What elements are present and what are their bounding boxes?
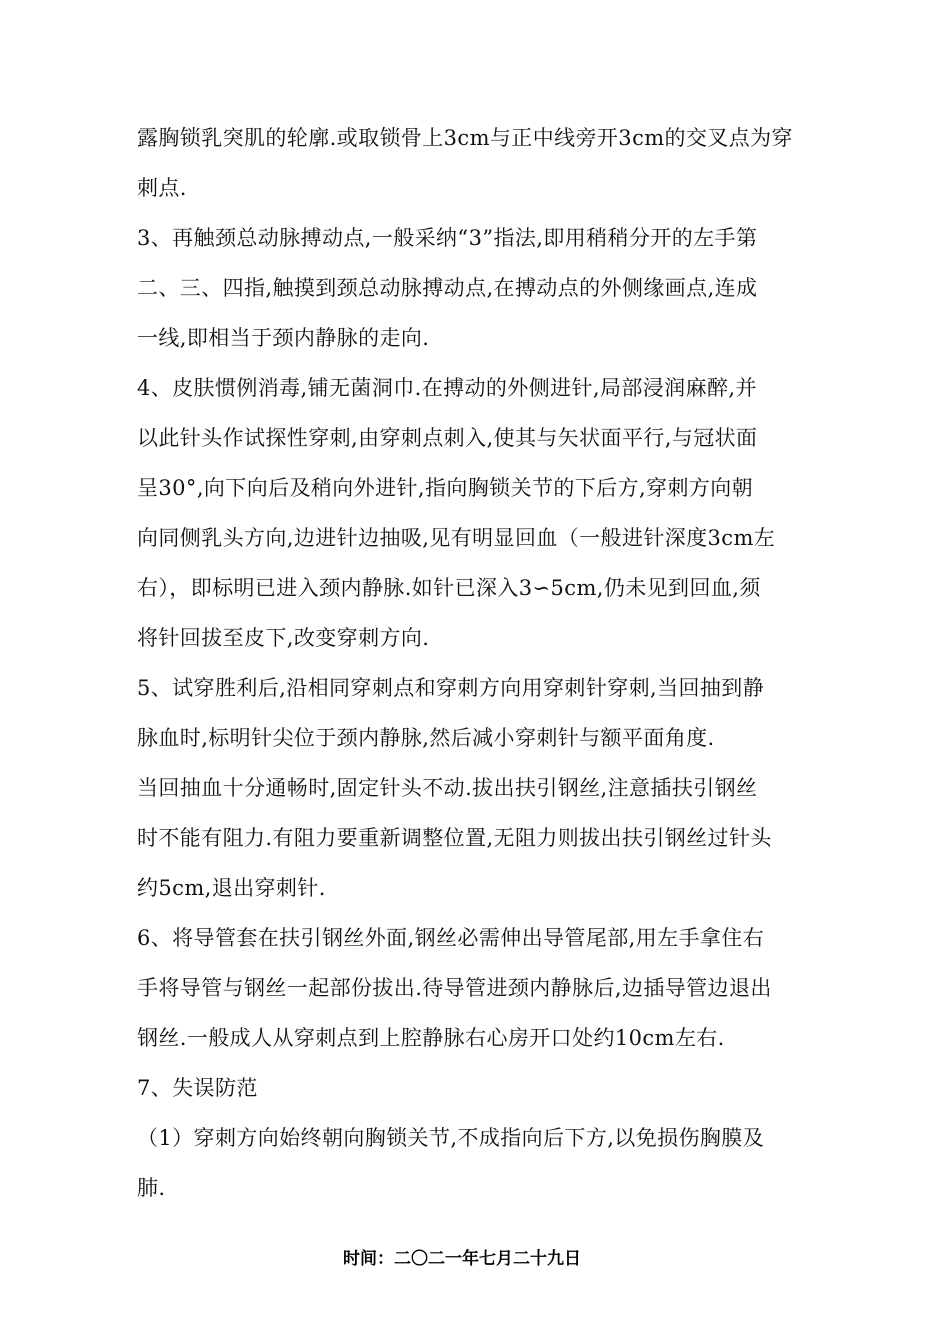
text-line: 露胸锁乳突肌的轮廓.或取锁骨上3cm与正中线旁开3cm的交叉点为穿 [137,126,793,150]
text-line: 呈30°,向下向后及稍向外进针,指向胸锁关节的下后方,穿刺方向朝 [137,476,754,500]
text-line: 向同侧乳头方向,边进针边抽吸,见有明显回血（一般进针深度3cm左 [137,526,776,550]
text-line: 手将导管与钢丝一起部份拔出.待导管进颈内静脉后,边插导管边退出 [137,976,772,1000]
text-line: 约5cm,退出穿刺针. [137,876,326,900]
text-line: 以此针头作试探性穿刺,由穿刺点刺入,使其与矢状面平行,与冠状面 [137,426,758,450]
text-line: 3、再触颈总动脉搏动点,一般采纳“3”指法,即用稍稍分开的左手第 [137,226,758,250]
text-line: 右），即标明已进入颈内静脉.如针已深入3∽5cm,仍未见到回血,须 [137,576,761,600]
footer-date: 时间：二〇二一年七月二十九日 [343,1249,581,1269]
text-line: 5、试穿胜利后,沿相同穿刺点和穿刺方向用穿刺针穿刺,当回抽到静 [137,676,765,700]
text-line: 当回抽血十分通畅时,固定针头不动.拔出扶引钢丝,注意插扶引钢丝 [137,776,758,800]
text-line: 钢丝.一般成人从穿刺点到上腔静脉右心房开口处约10cm左右. [137,1026,725,1050]
text-line: 二、三、四指,触摸到颈总动脉搏动点,在搏动点的外侧缘画点,连成 [137,276,758,300]
text-line: 肺. [137,1176,166,1200]
text-line: （1）穿刺方向始终朝向胸锁关节,不成指向后下方,以免损伤胸膜及 [137,1126,765,1150]
text-line: 时不能有阻力.有阻力要重新调整位置,无阻力则拔出扶引钢丝过针头 [137,826,772,850]
text-line: 6、将导管套在扶引钢丝外面,钢丝必需伸出导管尾部,用左手拿住右 [137,926,765,950]
text-line: 7、失误防范 [137,1076,258,1100]
text-line: 将针回拔至皮下,改变穿刺方向. [137,626,430,650]
text-line: 脉血时,标明针尖位于颈内静脉,然后减小穿刺针与额平面角度. [137,726,715,750]
text-line: 4、皮肤惯例消毒,铺无菌洞巾.在搏动的外侧进针,局部浸润麻醉,并 [137,376,757,400]
text-line: 刺点. [137,176,187,200]
text-line: 一线,即相当于颈内静脉的走向. [137,326,430,350]
